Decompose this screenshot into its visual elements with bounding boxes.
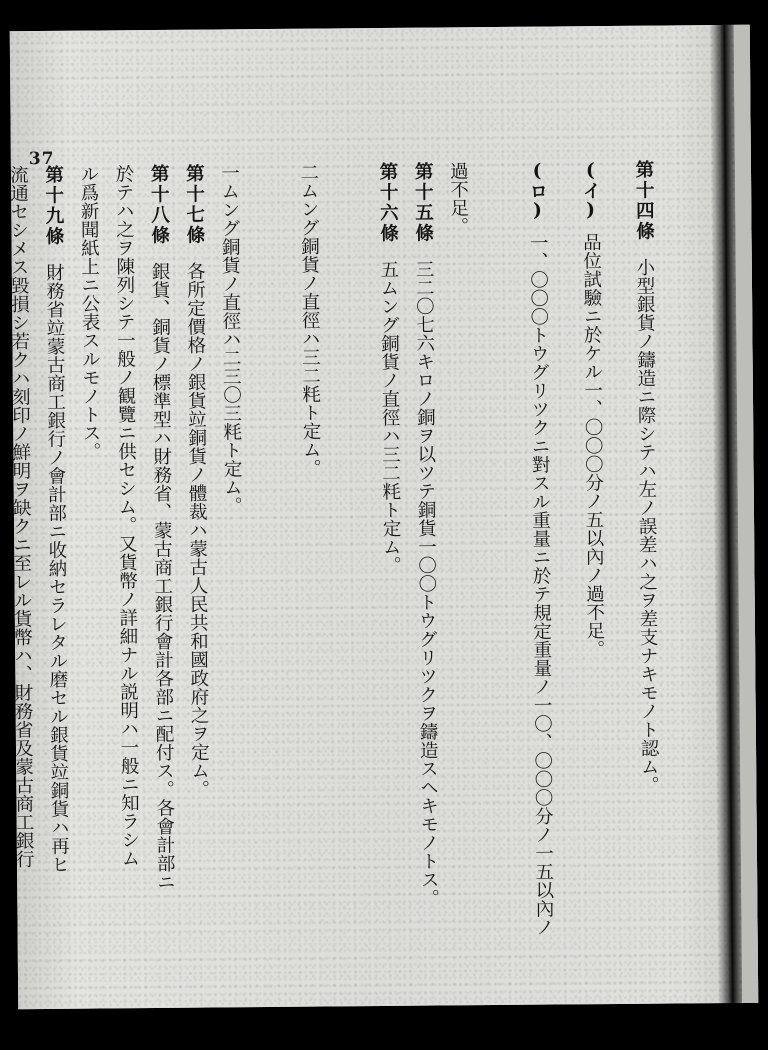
article-16-line-2: 二ムング銅貨ノ直徑ハ三二粍ト定ム。 <box>297 162 322 478</box>
article-18-line-2: 於テハ之ヲ陳列シテ一般ノ観覽ニ供セシム。又貨幣ノ詳細ナル説明ハ一般ニ知ラシム <box>112 164 141 868</box>
text-column-8 <box>211 163 253 983</box>
article-16-heading: 第十六條 <box>376 161 399 245</box>
text-column-3 <box>519 160 561 980</box>
text-column-12 <box>70 164 112 984</box>
text-column-1 <box>626 160 668 980</box>
article-16-text: 五ムング銅貨ノ直徑ハ三二粍ト定ム。 <box>377 259 402 575</box>
page-number: 37 <box>28 148 55 170</box>
item-ro-marker: (ロ) <box>526 160 549 222</box>
article-17-text: 各所定價格ノ銀貨竝銅貨ノ體裁ハ蒙古人民共和國政府之ヲ定ム。 <box>184 261 210 799</box>
article-15-text: 三二〇七六キロノ銅ヲ以ツテ銅貨一〇〇トウグリツクヲ鑄造スヘキモノトス。 <box>412 259 440 908</box>
item-i-text: 品位試驗ニ於ケル一、〇〇〇分ノ五以內ノ過不足。 <box>580 232 606 659</box>
text-column-13 <box>35 165 77 985</box>
item-i-marker: (イ) <box>579 160 602 221</box>
article-18-text: 銀貨、銅貨ノ標準型ハ財務省、蒙古商工銀行會計各部ニ配付ス。各會計部ニ <box>148 261 176 892</box>
article-19-heading: 第十九條 <box>42 164 65 247</box>
article-14-text: 小型銀貨ノ鑄造ニ際シテハ左ノ誤差ハ之ヲ差支ナキモノト認ム。 <box>633 257 660 795</box>
article-15-heading: 第十五條 <box>412 161 434 244</box>
text-column-11 <box>106 164 148 984</box>
text-column-2 <box>572 160 614 980</box>
item-ro-text: 一、〇〇〇トウグリツクニ對スル重量ニ於テ規定重量ノ一〇、〇〇〇分ノ一五以內ノ <box>527 233 555 937</box>
article-19-text: 財務省竝蒙古商工銀行ノ會計部ニ收納セラレタル磨セル銀貨竝銅貨ハ再ヒ <box>43 262 70 874</box>
text-column-6 <box>370 162 412 982</box>
text-column-5 <box>405 161 447 981</box>
text-column-7 <box>290 162 332 982</box>
scanned-page <box>7 25 759 1009</box>
article-17-heading: 第十七條 <box>183 163 205 246</box>
article-14-heading: 第十四條 <box>632 159 655 242</box>
item-ro-continuation: 過不足。 <box>447 161 469 236</box>
text-column-10 <box>141 164 183 984</box>
article-19-line-2: 流通セシメス毀損シ若クハ刻印ノ鮮明ヲ缺クニ至レル貨幣ハ、財務省及蒙古商工銀行 <box>7 165 35 869</box>
text-column-4 <box>440 161 482 981</box>
article-18-line-3: ル爲新聞紙上ニ公表スルモノトス。 <box>77 164 102 461</box>
article-16-line-3: 一ムング銅貨ノ直徑ハ二三〇三粍ト定ム。 <box>218 163 243 515</box>
article-18-heading: 第十八條 <box>148 163 170 247</box>
